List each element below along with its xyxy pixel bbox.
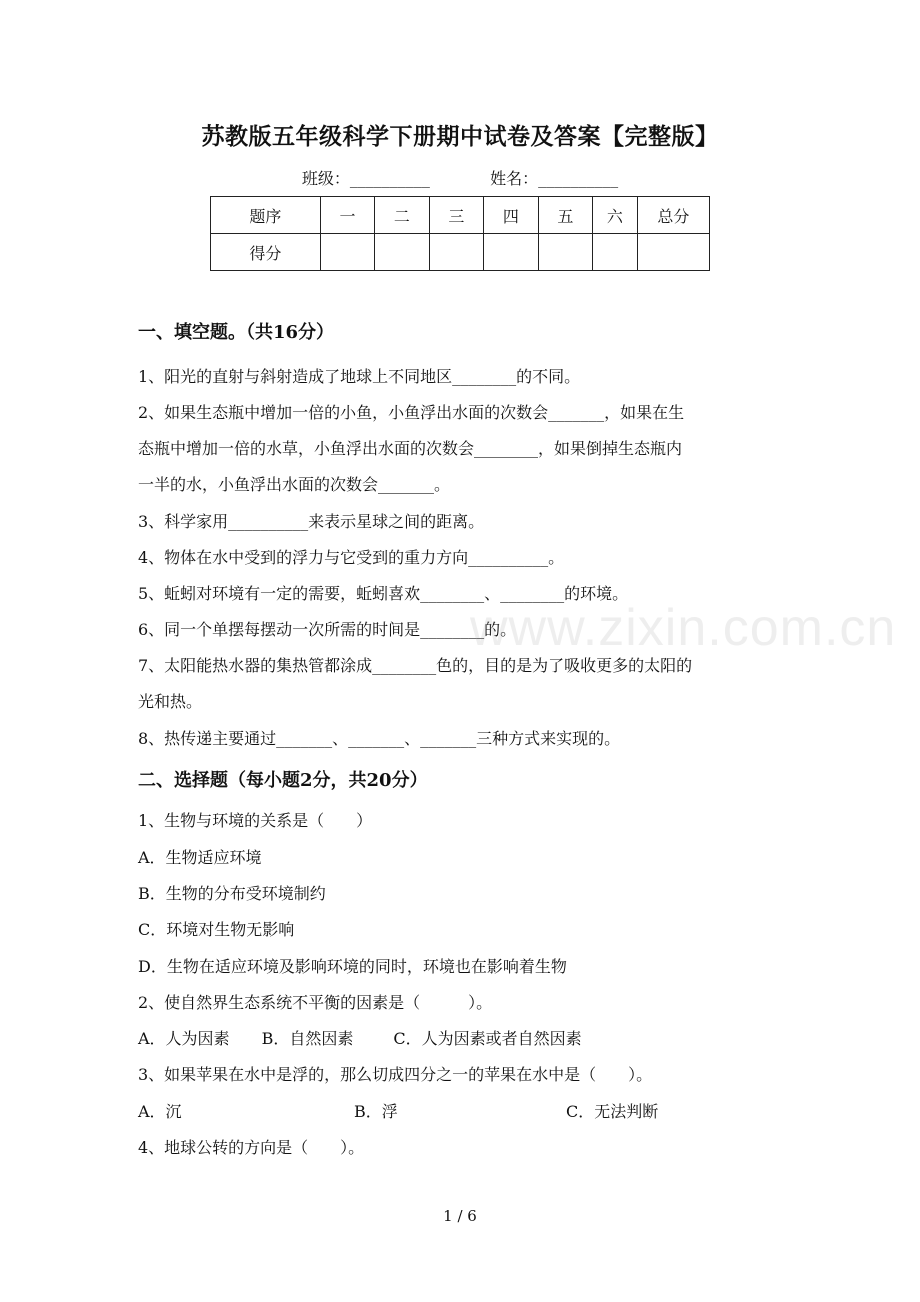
question-line: 2、使自然界生态系统不平衡的因素是（ ）。	[138, 993, 493, 1012]
question-line: 4、地球公转的方向是（ ）。	[138, 1138, 365, 1157]
table-cell: 总分	[637, 197, 709, 234]
class-field: 班级：__________	[301, 169, 430, 188]
question-line: 态瓶中增加一倍的水草，小鱼浮出水面的次数会________，如果倒掉生态瓶内	[138, 439, 683, 458]
score-table-score-row	[211, 234, 710, 271]
question-line: 4、物体在水中受到的浮力与它受到的重力方向__________。	[138, 548, 565, 567]
page-title: 苏教版五年级科学下册期中试卷及答案【完整版】	[201, 123, 719, 150]
watermark: www.zixin.com.cn	[470, 599, 897, 657]
page-number: 1 / 6	[443, 1207, 477, 1225]
option-b: B．浮	[354, 1102, 398, 1121]
question-line: 3、科学家用__________来表示星球之间的距离。	[138, 512, 485, 531]
question-line: 1、阳光的直射与斜射造成了地球上不同地区________的不同。	[138, 367, 581, 386]
section2-heading: 二、选择题（每小题2分，共20分）	[138, 770, 428, 791]
question-line: 5、蚯蚓对环境有一定的需要，蚯蚓喜欢________、________的环境。	[138, 584, 629, 603]
table-cell: 一	[320, 197, 374, 234]
table-cell: 题序	[211, 197, 321, 234]
score-table-header-row	[211, 197, 710, 234]
score-cell[interactable]	[593, 234, 638, 271]
table-cell: 五	[538, 197, 592, 234]
question-line: 一半的水，小鱼浮出水面的次数会_______。	[138, 475, 451, 494]
option-c: C．人为因素或者自然因素	[393, 1029, 582, 1048]
table-cell: 三	[429, 197, 483, 234]
name-field: 姓名：__________	[490, 169, 619, 188]
option-line: D．生物在适应环境及影响环境的同时，环境也在影响着生物	[138, 957, 567, 976]
question-line: 8、热传递主要通过_______、_______、_______三种方式来实现的。	[138, 729, 621, 748]
student-info-row	[0, 166, 920, 189]
score-cell[interactable]	[538, 234, 592, 271]
table-cell: 二	[375, 197, 429, 234]
option-line: B．生物的分布受环境制约	[138, 884, 326, 903]
score-cell[interactable]	[429, 234, 483, 271]
score-table	[210, 196, 710, 271]
question-line: 光和热。	[138, 692, 203, 711]
option-b: B．自然因素	[261, 1029, 354, 1048]
option-a: A．人为因素	[138, 1029, 230, 1048]
table-cell: 四	[484, 197, 538, 234]
score-cell[interactable]	[484, 234, 538, 271]
question-line: 3、如果苹果在水中是浮的，那么切成四分之一的苹果在水中是（ ）。	[138, 1065, 653, 1084]
section1-heading: 一、填空题。（共16分）	[138, 322, 335, 343]
table-cell: 六	[593, 197, 638, 234]
question-line: 2、如果生态瓶中增加一倍的小鱼，小鱼浮出水面的次数会_______，如果在生	[138, 403, 685, 422]
option-c: C．无法判断	[566, 1102, 659, 1121]
question-line: 6、同一个单摆每摆动一次所需的时间是________的。	[138, 620, 517, 639]
option-line: C．环境对生物无影响	[138, 920, 295, 939]
option-row	[138, 1026, 788, 1049]
option-a: A．沉	[138, 1102, 182, 1121]
score-cell[interactable]	[320, 234, 374, 271]
option-line: A．生物适应环境	[138, 848, 262, 867]
score-cell[interactable]	[375, 234, 429, 271]
question-line: 1、生物与环境的关系是（ ）	[138, 811, 373, 830]
question-line: 7、太阳能热水器的集热管都涂成________色的，目的是为了吸收更多的太阳的	[138, 656, 693, 675]
score-cell[interactable]	[637, 234, 709, 271]
table-cell: 得分	[211, 234, 321, 271]
